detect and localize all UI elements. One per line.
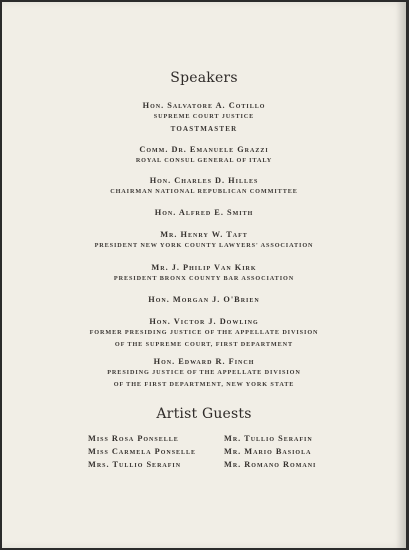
- guest-list-left: [88, 432, 196, 471]
- guest-name: Mr. Mario Basiola: [224, 447, 312, 456]
- guest-name: Miss Rosa Ponselle: [88, 434, 179, 443]
- speaker-name: Hon. Salvatore A. Cotillo: [142, 101, 266, 110]
- speaker-name: Mr. J. Philip Van Kirk: [151, 263, 257, 272]
- guest-name: Mr. Tullio Serafin: [224, 434, 313, 443]
- speaker-name: Hon. Morgan J. O'Brien: [148, 295, 260, 304]
- speaker-name: Hon. Edward R. Finch: [153, 357, 255, 366]
- speaker-name: Comm. Dr. Emanuele Grazzi: [139, 145, 269, 154]
- speaker-title: PRESIDENT BRONX COUNTY BAR ASSOCIATION: [113, 275, 295, 282]
- guest-name: Mrs. Tullio Serafin: [88, 460, 182, 469]
- speaker-title: ROYAL CONSUL GENERAL OF ITALY: [135, 157, 273, 164]
- speaker-entry: [2, 100, 406, 135]
- speaker-entry: [2, 175, 406, 198]
- speaker-entry: [2, 207, 406, 218]
- guest-name: Miss Carmela Ponselle: [88, 447, 197, 456]
- speaker-title: CHAIRMAN NATIONAL REPUBLICAN COMMITTEE: [110, 188, 298, 195]
- guest-name: Mr. Romano Romani: [224, 460, 317, 469]
- speaker-name: Mr. Henry W. Taft: [160, 230, 248, 239]
- speaker-name: Hon. Victor J. Dowling: [149, 317, 259, 326]
- speaker-entry: [2, 262, 406, 285]
- speaker-title: PRESIDENT NEW YORK COUNTY LAWYERS' ASSOCIATION: [94, 242, 314, 249]
- speaker-name: Hon. Charles D. Hilles: [149, 176, 259, 185]
- speakers-heading: Speakers: [170, 70, 238, 86]
- speaker-title: PRESIDING JUSTICE OF THE APPELLATE DIVISION: [107, 369, 301, 376]
- speaker-title: OF THE FIRST DEPARTMENT, NEW YORK STATE: [113, 381, 295, 388]
- speaker-title: TOASTMASTER: [170, 125, 238, 133]
- speaker-entry: [2, 294, 406, 305]
- artist-guests-heading: Artist Guests: [156, 406, 252, 422]
- speaker-entry: [2, 356, 406, 391]
- speaker-entry: [2, 316, 406, 351]
- speaker-title: FORMER PRESIDING JUSTICE OF THE APPELLATE DIVISION: [89, 329, 319, 336]
- speaker-name: Hon. Alfred E. Smith: [154, 208, 254, 217]
- speaker-title: SUPREME COURT JUSTICE: [153, 113, 255, 120]
- speaker-entry: [2, 144, 406, 167]
- guest-list-right: [224, 432, 316, 471]
- speaker-title: OF THE SUPREME COURT, FIRST DEPARTMENT: [114, 341, 294, 348]
- speaker-entry: [2, 229, 406, 252]
- program-page: [2, 2, 406, 548]
